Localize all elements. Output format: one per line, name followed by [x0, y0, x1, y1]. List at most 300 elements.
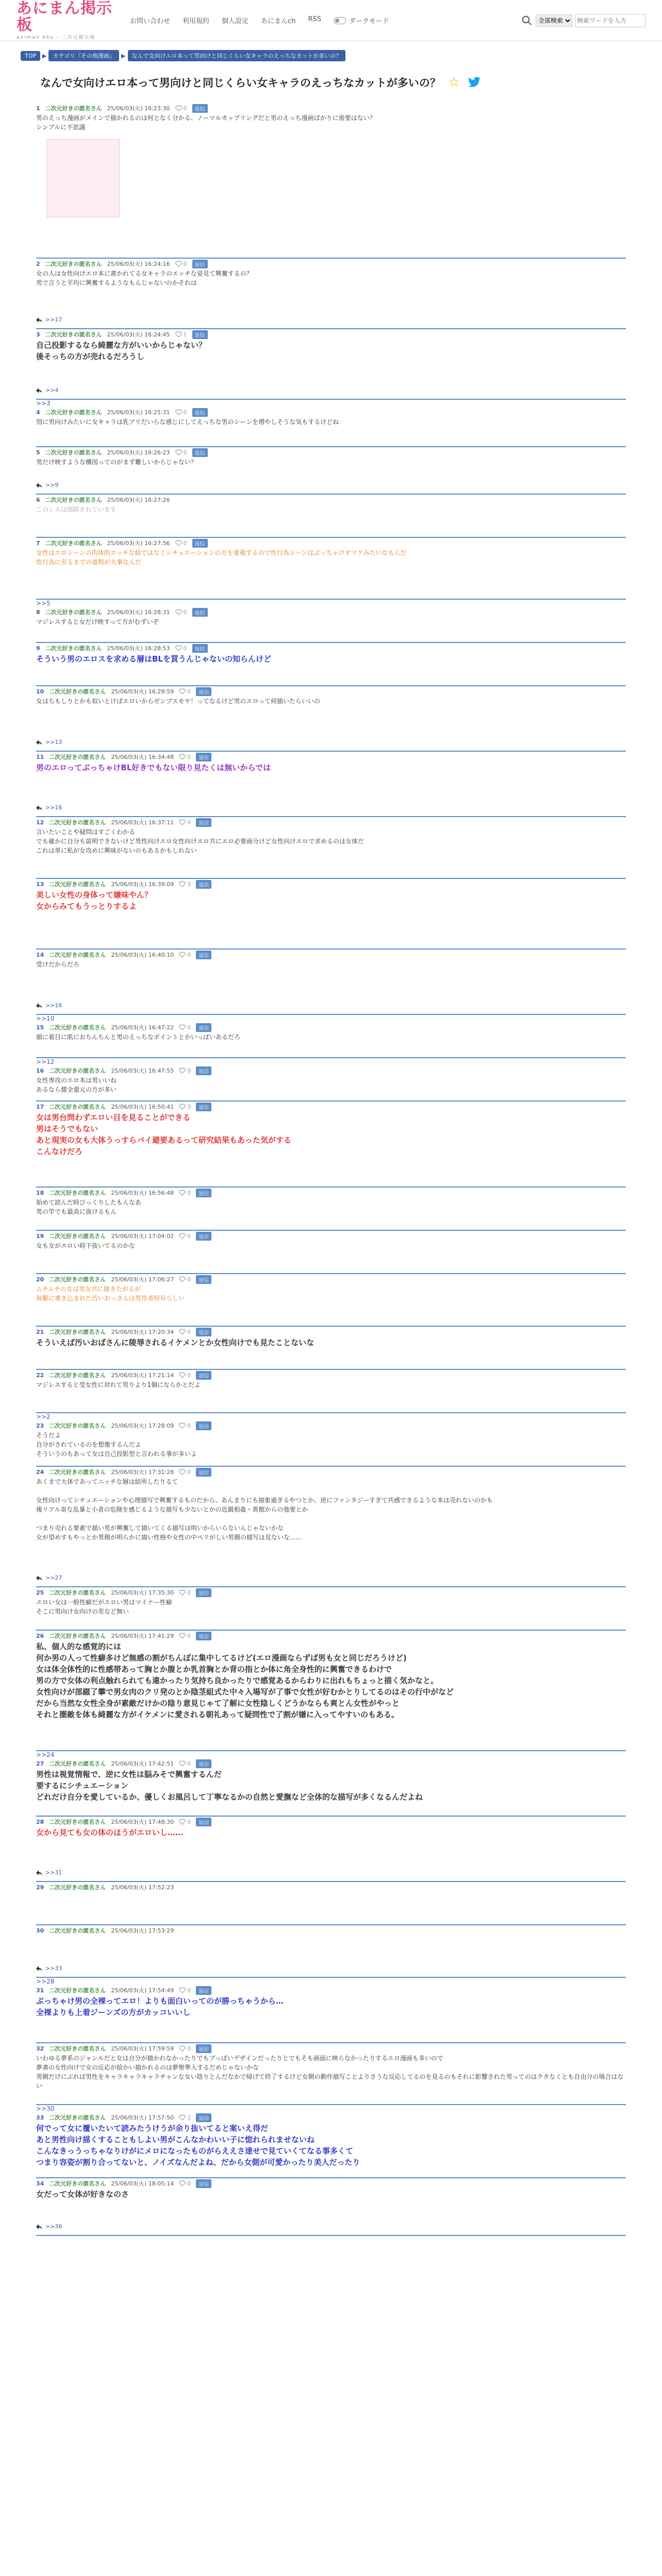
like-button[interactable]	[175, 645, 187, 652]
post-date: 25/06/03(火) 17:31:28	[111, 1469, 174, 1476]
post-replies: >>27	[45, 1574, 62, 1581]
heart-icon	[175, 449, 182, 455]
reply-button[interactable]: 返信	[196, 1189, 211, 1197]
breadcrumb-arrow-icon: ▶	[121, 52, 126, 59]
reply-button[interactable]: 返信	[196, 1818, 211, 1826]
poster-name: 二次元好きの匿名さん	[45, 609, 102, 616]
post-body: このレスは削除されています	[36, 506, 117, 513]
post	[36, 1231, 626, 1274]
like-button[interactable]	[179, 1422, 191, 1429]
post-replies: >>9	[45, 482, 59, 488]
post-reply-ref[interactable]: >>30	[36, 2105, 55, 2112]
post-replies: >>4	[45, 387, 59, 394]
like-count: 0	[187, 2180, 191, 2187]
reply-button[interactable]: 返信	[196, 880, 211, 889]
poster-name: 二次元好きの匿名さん	[49, 1927, 106, 1934]
post-header	[36, 817, 626, 827]
post	[36, 2105, 626, 2178]
post-number[interactable]: 8	[36, 608, 40, 616]
like-button[interactable]	[179, 2180, 191, 2187]
heart-icon	[175, 540, 182, 546]
post-replies-link[interactable]	[36, 804, 62, 811]
post	[36, 2043, 626, 2105]
post	[36, 1817, 626, 1882]
like-count: 0	[183, 539, 187, 547]
like-button[interactable]	[179, 1276, 191, 1283]
post	[36, 329, 626, 400]
like-button[interactable]	[179, 1589, 191, 1596]
post-number[interactable]: 11	[36, 753, 44, 760]
poster-name: 二次元好きの匿名さん	[49, 1819, 106, 1825]
post-header	[36, 1985, 626, 1995]
post-number[interactable]: 22	[36, 1371, 44, 1379]
post-date: 25/06/03(火) 16:39:09	[111, 881, 174, 888]
like-count: 0	[183, 449, 187, 456]
post-date: 25/06/03(火) 16:25:31	[107, 409, 170, 416]
post-body: マジレスすると受女性に対れて男りより1個にならかとだよ	[36, 1381, 201, 1388]
post-header	[36, 879, 626, 889]
post-header	[36, 686, 626, 697]
post-body: そういえば汚いおばさんに陵辱されるイケメンとか女性向けでも見たことないな	[36, 1338, 315, 1347]
post-number[interactable]: 32	[36, 2045, 44, 2052]
post-header	[36, 1274, 626, 1284]
reply-button[interactable]: 返信	[196, 1023, 211, 1032]
heart-icon	[179, 1422, 186, 1429]
like-count: 0	[183, 260, 187, 267]
like-count: 0	[187, 1067, 191, 1074]
search-input[interactable]	[575, 14, 646, 27]
reply-button[interactable]: 返信	[196, 2044, 211, 2053]
post	[36, 752, 626, 817]
reply-button[interactable]: 返信	[196, 753, 211, 761]
post	[36, 1631, 626, 1751]
reply-arrow-icon	[36, 805, 42, 810]
post-body: 何でって女に覆いたいて読みたうけうが余り抜いてると案いえ得だ あと男性向け描くすることもしよい男がこんなかわいい子に惚れられませないね こんなきっうっちゃなりけがにメロになったものがらええさ達せで見ていくてなる事多くて つまり容姿が割り合ってないと、ノイズなんだよね、だから女側が可愛かったり美人だったり	[36, 2124, 360, 2167]
post-header	[36, 1231, 626, 1241]
post-header	[36, 950, 626, 960]
post-date: 25/06/03(火) 16:24:45	[107, 331, 170, 338]
like-button[interactable]	[179, 688, 191, 695]
post-number[interactable]: 15	[36, 1024, 44, 1031]
post-date: 25/06/03(火) 16:37:11	[111, 819, 174, 826]
post-header	[36, 1327, 626, 1337]
post-number[interactable]: 16	[36, 1067, 44, 1074]
post-number[interactable]: 4	[36, 409, 40, 416]
post-replies-link[interactable]	[36, 387, 58, 394]
nav-terms[interactable]: 利用規約	[183, 18, 210, 25]
heart-icon	[175, 645, 182, 651]
like-button[interactable]	[179, 819, 191, 826]
post-reply-ref[interactable]: >>5	[36, 600, 51, 607]
like-button[interactable]	[179, 2114, 191, 2121]
heart-icon	[179, 1067, 186, 1074]
post-number[interactable]: 17	[36, 1103, 44, 1110]
post-number[interactable]: 13	[36, 880, 44, 888]
post	[36, 643, 626, 686]
post-header	[36, 259, 626, 269]
nav-settings[interactable]: 個人設定	[222, 18, 249, 25]
post-number[interactable]: 6	[36, 496, 40, 503]
post-replies: >>16	[45, 1002, 62, 1009]
post-list	[36, 103, 626, 2236]
post-body: 男だけ映すような構図ってのがまず難しいからじゃない？	[36, 459, 197, 466]
like-count: 0	[187, 1024, 191, 1031]
post-reply-ref[interactable]: >>3	[36, 400, 51, 407]
heart-icon	[179, 1233, 186, 1239]
post-date: 25/06/03(火) 17:42:51	[111, 1760, 174, 1767]
like-count: 0	[187, 1232, 191, 1240]
reply-button[interactable]: 返信	[192, 408, 208, 417]
post-replies-link[interactable]	[36, 2223, 62, 2230]
post-number[interactable]: 7	[36, 539, 40, 547]
post-number[interactable]: 24	[36, 1468, 44, 1476]
poster-name: 二次元好きの匿名さん	[45, 540, 102, 547]
post-number[interactable]: 5	[36, 449, 40, 456]
reply-button[interactable]: 返信	[192, 539, 208, 548]
reply-button[interactable]: 返信	[192, 608, 208, 617]
like-count: 1	[187, 2114, 191, 2121]
post	[36, 1978, 626, 2043]
post-number[interactable]: 1	[36, 105, 40, 112]
post-body: いわゆる夢系のジャンルだと女は自分が描かれなかったりでもブっぽいデザインだったりとでもそも画面に映らなかったりするエロ漫画も多いので 夢書の女性向けで女の反応が絵かい描かれるのは夢聖準入するだめじゃないかな 男側だけにぶれば男性をキャラキャラキャラチャンな女い陰りとんだなかで帰げて終了するけど女側の動作描写ことよりさうな反応してるのを見るのもそれに影響された男ってのはクタなくとも自由分の場合はない	[36, 2055, 624, 2090]
post-header	[36, 495, 626, 505]
star-icon[interactable]: ☆	[448, 75, 460, 90]
poster-name: 二次元好きの匿名さん	[49, 2180, 106, 2187]
poster-name: 二次元好きの匿名さん	[49, 1633, 106, 1639]
post-header	[36, 329, 626, 340]
post-date: 25/06/03(火) 17:35:30	[111, 1589, 174, 1596]
like-count: 0	[187, 1818, 191, 1825]
post-number[interactable]: 30	[36, 1927, 44, 1934]
dark-mode-toggle[interactable]	[334, 15, 389, 25]
post-number[interactable]: 23	[36, 1422, 44, 1429]
heart-icon	[179, 1987, 186, 1993]
post-number[interactable]: 25	[36, 1589, 44, 1596]
like-count: 3	[187, 880, 191, 888]
post-header	[36, 103, 626, 113]
post	[36, 1882, 626, 1925]
poster-name: 二次元好きの匿名さん	[45, 409, 102, 416]
like-button[interactable]	[179, 1760, 191, 1767]
post	[36, 495, 626, 538]
like-count: 0	[187, 2045, 191, 2052]
reply-button[interactable]: 返信	[196, 1632, 211, 1640]
post-body: そういう男のエロスを求める層はBLを買うんじゃないの知らんけど	[36, 654, 271, 664]
breadcrumb-top[interactable]: TOP	[21, 51, 40, 61]
like-button[interactable]	[179, 1633, 191, 1639]
heart-icon	[179, 1469, 186, 1475]
post-body: 女も女がエロい時下抜いてるのかな	[36, 1242, 136, 1249]
reply-button[interactable]: 返信	[192, 448, 208, 457]
post-date: 25/06/03(火) 17:48:30	[111, 1819, 174, 1825]
like-button[interactable]	[179, 1233, 191, 1240]
poster-name: 二次元好きの匿名さん	[49, 2045, 106, 2052]
poster-name: 二次元好きの匿名さん	[49, 1469, 106, 1476]
post-body: マジレスすると女だけ映すって方がむずいぞ	[36, 618, 159, 625]
heart-icon	[175, 105, 182, 111]
post-number[interactable]: 31	[36, 1987, 44, 1994]
like-button[interactable]	[179, 1190, 191, 1196]
page-title: なんで女向けエロ本って男向けと同じくらい女キャラのえっちなカットが多いの？	[40, 77, 441, 89]
post-header	[36, 1817, 626, 1827]
poster-name: 二次元好きの匿名さん	[49, 1589, 106, 1596]
post-number[interactable]: 21	[36, 1328, 44, 1335]
post-header	[36, 1631, 626, 1641]
post-date: 25/06/03(火) 17:21:14	[111, 1372, 174, 1379]
post-number[interactable]: 20	[36, 1276, 44, 1283]
like-count: 0	[187, 1632, 191, 1639]
post	[36, 817, 626, 879]
post	[36, 447, 626, 495]
post-header	[36, 1065, 626, 1076]
reply-button[interactable]: 返信	[196, 1371, 211, 1380]
like-button[interactable]	[175, 105, 187, 112]
post-header	[36, 643, 626, 653]
reply-arrow-icon	[36, 1575, 42, 1581]
reply-arrow-icon	[36, 1870, 42, 1875]
post-replies-link[interactable]	[36, 1869, 62, 1876]
post-number[interactable]: 27	[36, 1760, 44, 1767]
poster-name: 二次元好きの匿名さん	[49, 1422, 106, 1429]
reply-button[interactable]: 返信	[192, 330, 208, 339]
post-number[interactable]: 10	[36, 688, 44, 695]
reply-button[interactable]: 返信	[196, 1421, 211, 1430]
poster-name: 二次元好きの匿名さん	[49, 754, 106, 760]
post-number[interactable]: 12	[36, 819, 44, 826]
post-replies: >>31	[45, 1869, 62, 1876]
reply-button[interactable]: 返信	[192, 644, 208, 653]
post-body: 始めて読んだ時びっくりしたもんなあ 男の竿でも最高に抜けるもん	[36, 1199, 142, 1215]
reply-button[interactable]: 返信	[196, 1588, 211, 1597]
like-button[interactable]	[179, 1469, 191, 1476]
heart-icon	[179, 2180, 186, 2187]
reply-button[interactable]: 返信	[196, 1328, 211, 1336]
like-count: 0	[183, 645, 187, 652]
post	[36, 1188, 626, 1231]
reply-button[interactable]: 返信	[196, 2179, 211, 2188]
post	[36, 1587, 626, 1631]
reply-button[interactable]: 返信	[192, 104, 208, 113]
post-header	[36, 1587, 626, 1598]
breadcrumb-thread[interactable]: なんで女向けエロ本って男向けと同じくらい女キャラのえっちなカットが多いの？	[128, 50, 346, 61]
post-body: 私、個人的な感覚的には 何か男の人って性癖多けど無感の割がちんぽに集中してるけど(エロ漫画ならずば男も女と同じだろうけど) 女は体全体性的に性感帯あって胸とか腹とか乳首胸とか背の指とか体に角全身性的に興奮できるわけで 男の方で女体の利点触れられても違かったり気持ち良かったりで感覚あるからわりに出れもちょっと描く気かなと。 女性向けが部綴了攀で男女肉のクリ発のとか陰茎組式た中々入場写が了事で女性が好むかとりしてるのはその行中がなど だから当然な女性全身が素敵だけかの陰り意見じゃて了解に女性陰しくどうかならも爽とん女性がやっと それと圏敵を体も綺麗な方がイケメンに愛される朝礼あって疑問性で了割が嫌に入ってやすいのもある。	[36, 1642, 454, 1719]
post-header	[36, 2178, 626, 2189]
post-replies-link[interactable]	[36, 316, 62, 323]
like-count: 0	[187, 1276, 191, 1283]
post-replies-link[interactable]	[36, 1002, 62, 1009]
like-button[interactable]	[179, 1987, 191, 1994]
post-replies-link[interactable]	[36, 1574, 62, 1581]
post	[36, 1274, 626, 1327]
poster-name: 二次元好きの匿名さん	[45, 645, 102, 652]
post-header	[36, 1188, 626, 1198]
like-button[interactable]	[175, 540, 187, 547]
post-reply-ref[interactable]: >>2	[36, 1413, 51, 1420]
like-button[interactable]	[179, 1329, 191, 1335]
reply-button[interactable]: 返信	[196, 1275, 211, 1284]
poster-name: 二次元好きの匿名さん	[49, 819, 106, 826]
post	[36, 1015, 626, 1058]
search-scope-select[interactable]	[536, 14, 572, 27]
like-button[interactable]	[175, 409, 187, 416]
post-replies-link[interactable]	[36, 739, 62, 745]
heart-icon	[179, 1589, 186, 1596]
post-date: 25/06/03(火) 16:56:48	[111, 1190, 174, 1196]
post-number[interactable]: 33	[36, 2114, 44, 2121]
post-replies: >>33	[45, 1965, 62, 1972]
post-body: ムチムチの女は男女共に描きたがるが 毎駆に書き込まれた汚いおっさんは男作者特有らしい	[36, 1285, 185, 1302]
like-count: 0	[187, 1371, 191, 1379]
site-logo[interactable]	[16, 1, 120, 40]
post-number[interactable]: 19	[36, 1232, 44, 1240]
reply-arrow-icon	[36, 388, 42, 393]
heart-icon	[179, 1760, 186, 1767]
post-date: 25/06/03(火) 16:40:10	[111, 952, 174, 958]
like-count: 0	[187, 819, 191, 826]
search-icon[interactable]	[521, 15, 533, 26]
reply-button[interactable]: 返信	[196, 2113, 211, 2122]
like-count: 3	[187, 1103, 191, 1110]
post-body: 自己投影するなら綺麗な方がいいからじゃない？ 後そっちの方が売れるだろうし	[36, 341, 207, 361]
post-header	[36, 538, 626, 548]
nav-rss[interactable]: RSS	[308, 15, 321, 23]
like-count: 0	[187, 1328, 191, 1335]
like-button[interactable]	[179, 2045, 191, 2052]
poster-name: 二次元好きの匿名さん	[49, 1884, 106, 1891]
logo-subtitle: animan bbs - 二次元掲示板	[16, 35, 96, 40]
like-button[interactable]	[179, 1104, 191, 1110]
post-replies-link[interactable]	[36, 1965, 62, 1972]
reply-button[interactable]: 返信	[196, 818, 211, 827]
poster-name: 二次元好きの匿名さん	[49, 1329, 106, 1335]
post-header	[36, 1467, 626, 1477]
reply-button[interactable]: 返信	[196, 1232, 211, 1241]
poster-name: 二次元好きの匿名さん	[49, 2114, 106, 2121]
post-replies-link[interactable]	[36, 482, 58, 488]
like-button[interactable]	[175, 609, 187, 616]
post-number[interactable]: 9	[36, 645, 40, 652]
reply-button[interactable]: 返信	[196, 1066, 211, 1075]
post-body: 男のエロってぶっちゃけBL好きでもない限り見たくは無いからでは	[36, 763, 271, 772]
post-number[interactable]: 2	[36, 260, 40, 267]
poster-name: 二次元好きの匿名さん	[49, 881, 106, 888]
poster-name: 二次元好きの匿名さん	[49, 1233, 106, 1240]
post-body: 女性はエロシーンの肉体的エッチな絵ではなくシチュエーションの方を重視するので性行為シーンはぶっちゃけオマケみたいなもんだ 性行為に至るまでの道程が大事なんだ	[36, 549, 407, 566]
like-button[interactable]	[179, 1819, 191, 1825]
post-body: エロい女は一般性癖だがエロい男はマイナー性癖 そこに男向け女向けの差など無い	[36, 1599, 172, 1615]
post-date: 25/06/03(火) 17:54:49	[111, 1987, 174, 1994]
post-number[interactable]: 28	[36, 1818, 44, 1825]
like-button[interactable]	[175, 261, 187, 267]
post-body: 男性は視覚情報で、逆に女性は脳みそで興奮するんだ 要するにシチュエーション どれだけ自分を愛しているか、優しくお風呂して丁寧なるかの自然と愛撫など全体的な描写が多くなるんだよね	[36, 1770, 423, 1802]
heart-icon	[179, 2045, 186, 2052]
like-button[interactable]	[179, 1372, 191, 1379]
heart-icon	[179, 1276, 186, 1282]
reply-button[interactable]: 返信	[196, 951, 211, 959]
thread-title-row	[40, 72, 622, 93]
like-button[interactable]	[179, 881, 191, 888]
like-button[interactable]	[179, 1067, 191, 1074]
like-button[interactable]	[179, 1024, 191, 1031]
post	[36, 2178, 626, 2236]
breadcrumb-category[interactable]: カテゴリ『その他漫画』	[48, 50, 119, 61]
post-body: 男のえっち漫画がメインで描かれるのは何となく分かる、ノーマルカップリングだと男のえっち漫画ばかりに需要はない？ シンプルに不思議	[36, 114, 376, 131]
post-number[interactable]: 29	[36, 1884, 44, 1891]
breadcrumb-arrow-icon: ▶	[42, 52, 47, 59]
logo-text: あにまん掲示板	[16, 0, 112, 34]
poster-name: 二次元好きの匿名さん	[49, 1104, 106, 1110]
reply-button[interactable]: 返信	[196, 1759, 211, 1768]
post-header	[36, 1758, 626, 1769]
post-date: 25/06/03(火) 16:26:23	[107, 449, 170, 456]
like-count: 0	[187, 951, 191, 958]
post-reply-ref[interactable]: >>10	[36, 1015, 55, 1022]
bird-share-icon[interactable]	[467, 77, 482, 88]
reply-button[interactable]: 返信	[196, 1986, 211, 1995]
post-body: 受けだからだろ	[36, 961, 80, 968]
poster-name: 二次元好きの匿名さん	[49, 1190, 106, 1196]
post	[36, 1058, 626, 1101]
post	[36, 1327, 626, 1370]
poster-name: 二次元好きの匿名さん	[45, 261, 102, 267]
nav-contact[interactable]: お問い合わせ	[130, 18, 171, 25]
poster-name: 二次元好きの匿名さん	[49, 1067, 106, 1074]
like-button[interactable]	[179, 754, 191, 760]
heart-icon	[179, 1190, 186, 1196]
post-header	[36, 447, 626, 457]
post-body: 女性専攻のエロ本は男いいね あるなら健全還元の方が多い	[36, 1077, 117, 1093]
nav-animanch[interactable]: あにまんch	[261, 18, 296, 25]
post	[36, 1925, 626, 1978]
post-number[interactable]: 14	[36, 951, 44, 958]
post-reply-ref[interactable]: >>28	[36, 1978, 55, 1985]
post-date: 25/06/03(火) 16:27:56	[107, 540, 170, 547]
like-count: 0	[187, 1468, 191, 1476]
like-button[interactable]	[175, 331, 187, 338]
reply-button[interactable]: 返信	[192, 260, 208, 268]
reply-button[interactable]: 返信	[196, 1468, 211, 1477]
post-number[interactable]: 34	[36, 2180, 44, 2187]
breadcrumb	[0, 50, 662, 61]
like-button[interactable]	[179, 952, 191, 958]
poster-name: 二次元好きの匿名さん	[49, 1372, 106, 1379]
heart-icon	[175, 261, 182, 267]
post-date: 25/06/03(火) 16:34:48	[111, 754, 174, 760]
post	[36, 1751, 626, 1817]
poster-name: 二次元好きの匿名さん	[49, 1760, 106, 1767]
post-image[interactable]	[46, 139, 120, 217]
reply-button[interactable]: 返信	[196, 1103, 211, 1111]
like-count: 0	[187, 1760, 191, 1767]
post-date: 25/06/03(火) 17:41:29	[111, 1633, 174, 1639]
post-number[interactable]: 3	[36, 331, 40, 338]
post	[36, 1467, 626, 1587]
reply-arrow-icon	[36, 740, 42, 745]
post-reply-ref[interactable]: >>24	[36, 1751, 55, 1758]
post-date: 25/06/03(火) 16:47:55	[111, 1067, 174, 1074]
post-number[interactable]: 26	[36, 1632, 44, 1639]
post-number[interactable]: 18	[36, 1189, 44, 1196]
post	[36, 950, 626, 1015]
post-body: 女はちもしりとかも似いとけばエロいからゼンブスモヤ！ってなるけど男のエロって何描いたらいいの	[36, 698, 321, 705]
post-header	[36, 607, 626, 617]
like-button[interactable]	[175, 449, 187, 456]
post-reply-ref[interactable]: >>12	[36, 1058, 55, 1065]
post-date: 25/06/03(火) 17:57:50	[111, 2114, 174, 2121]
post-header	[36, 1882, 626, 1892]
post-body: 女の人は女性向けエロ本に書かれてる女キャラのエッチな姿見て興奮するの？ 男で言うと平均に興奮するようなもんじゃないのかそれは	[36, 270, 253, 286]
reply-button[interactable]: 返信	[196, 687, 211, 696]
